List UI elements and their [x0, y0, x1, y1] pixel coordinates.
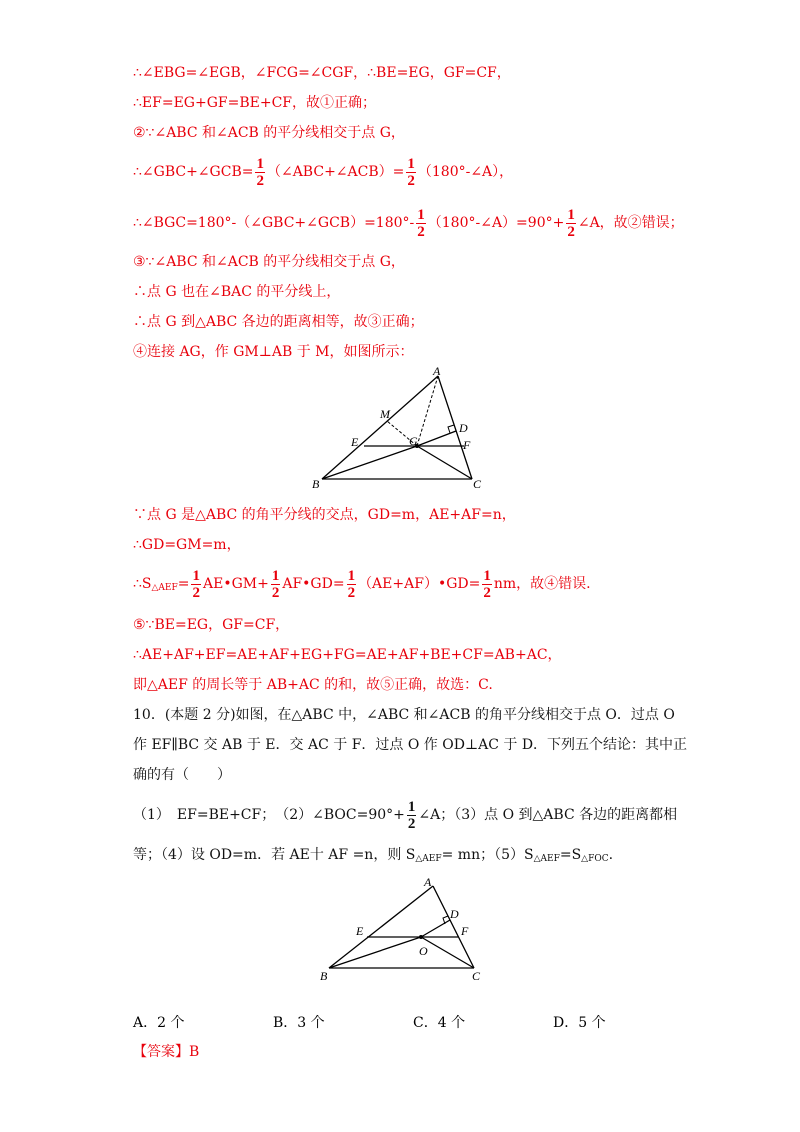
text: ∠A；（3）点 O 到△ABC 各边的距离都相	[418, 807, 678, 823]
solution-line-9: ④连接 AG，作 GM⊥AB 于 M，如图所示：	[133, 344, 414, 360]
fraction-half	[347, 568, 357, 601]
subscript: △AEF	[533, 854, 560, 864]
denominator: 2	[417, 223, 425, 240]
question-line-2: 作 EF∥BC 交 AB 于 E．交 AC 于 F．过点 O 作 OD⊥AC 于 D．下列五个结论：其中正	[133, 737, 688, 753]
question-line-4	[133, 798, 677, 832]
subscript: △FOC	[581, 854, 609, 864]
segment-BO	[329, 937, 421, 968]
question-line-1: 10．(本题 2 分)如图，在△ABC 中，∠ABC 和∠ACB 的角平分线相交于点 O．过点 O	[133, 707, 675, 723]
numerator: 1	[407, 155, 415, 172]
answer-label: 【答案】B	[133, 1044, 200, 1060]
label-C: C	[473, 477, 482, 491]
option-a[interactable]: A．2 个	[133, 1015, 185, 1031]
numerator: 1	[347, 567, 356, 584]
text: AE•GM+	[202, 576, 269, 592]
label-A: A	[433, 364, 441, 378]
solution-line-10: ∵点 G 是△ABC 的角平分线的交点，GD=m，AE+AF=n，	[133, 507, 516, 523]
solution-line-14: ∴AE+AF+EF=AE+AF+EG+FG=AE+AF+BE+CF=AB+AC，	[133, 647, 562, 663]
segment-AB	[329, 886, 433, 968]
segment-GD	[417, 431, 456, 446]
label-F: F	[463, 438, 471, 452]
question-line-3: 确的有（ ）	[133, 767, 231, 783]
numerator: 1	[256, 155, 264, 172]
label-D: D	[459, 421, 468, 435]
solution-line-8: ∴点 G 到△ABC 各边的距离相等，故③正确；	[133, 314, 424, 330]
text: （AE+AF）•GD=	[358, 576, 481, 592]
denominator: 2	[347, 584, 356, 601]
segment-OD	[421, 920, 450, 937]
option-b[interactable]: B．3 个	[273, 1015, 325, 1031]
denominator: 2	[483, 584, 491, 601]
denominator: 2	[271, 584, 280, 601]
text: =	[177, 576, 190, 592]
segment-BG	[322, 446, 417, 479]
numerator: 1	[483, 567, 491, 584]
segment-AB	[322, 376, 438, 479]
label-A: A	[424, 875, 432, 889]
subscript: △AEF	[151, 583, 178, 593]
solution-line-13: ⑤∵BE=EG，GF=CF，	[133, 617, 290, 633]
solution-line-11: ∴GD=GM=m，	[133, 537, 241, 553]
text: .	[608, 847, 614, 863]
fraction-half	[406, 156, 416, 189]
text: AF•GD=	[282, 576, 345, 592]
solution-line-6: ③∵∠ABC 和∠ACB 的平分线相交于点 G，	[133, 254, 405, 270]
geometry-figure-1	[300, 362, 500, 494]
fraction-half	[482, 568, 492, 601]
numerator: 1	[271, 567, 280, 584]
label-D: D	[450, 907, 459, 921]
numerator: 1	[407, 798, 416, 815]
denominator: 2	[567, 223, 575, 240]
text: ∴∠GBC+∠GCB=	[133, 164, 254, 180]
numerator: 1	[192, 567, 200, 584]
solution-line-15: 即△AEF 的周长等于 AB+AC 的和，故⑤正确，故选：C.	[133, 677, 493, 693]
solution-line-4	[133, 155, 513, 189]
label-B: B	[320, 969, 328, 983]
subscript: △AEF	[415, 854, 442, 864]
text: ∠A，故②错误；	[577, 215, 684, 231]
question-line-5	[133, 845, 613, 869]
label-F: F	[461, 924, 469, 938]
fraction-half	[416, 207, 426, 240]
label-E: E	[351, 435, 359, 449]
fraction-half	[566, 207, 576, 240]
denominator: 2	[192, 584, 200, 601]
solution-line-12	[133, 567, 591, 605]
solution-line-2: ∴EF=EG+GF=BE+CF，故①正确；	[133, 95, 376, 111]
geometry-figure-2	[310, 872, 490, 987]
point-O	[419, 935, 423, 939]
text: =S	[559, 847, 582, 863]
label-M: M	[380, 407, 390, 421]
numerator: 1	[567, 206, 575, 223]
denominator: 2	[256, 172, 264, 189]
text: ∴∠BGC=180°-（∠GBC+∠GCB）=180°-	[133, 215, 415, 231]
option-c[interactable]: C．4 个	[413, 1015, 466, 1031]
fraction-half	[191, 568, 201, 601]
label-O: O	[419, 944, 428, 958]
option-d[interactable]: D．5 个	[553, 1015, 606, 1031]
solution-line-7: ∴点 G 也在∠BAC 的平分线上，	[133, 284, 341, 300]
fraction-half	[271, 568, 281, 601]
label-E: E	[356, 924, 364, 938]
segment-AG-dashed	[417, 376, 438, 446]
solution-line-3: ②∵∠ABC 和∠ACB 的平分线相交于点 G，	[133, 125, 405, 141]
text: （180°-∠A）=90°+	[427, 215, 565, 231]
denominator: 2	[407, 172, 415, 189]
text: （1） EF=BE+CF； （2）∠BOC=90°+	[133, 807, 405, 823]
denominator: 2	[407, 815, 416, 832]
text: （∠ABC+∠ACB）=	[266, 164, 405, 180]
text: nm，故④错误.	[493, 576, 591, 592]
text: = mn；（5）S	[441, 847, 534, 863]
label-C: C	[472, 969, 481, 983]
fraction-half	[407, 799, 417, 832]
solution-line-1: ∴∠EBG=∠EGB，∠FCG=∠CGF，∴BE=EG，GF=CF，	[133, 65, 511, 81]
solution-line-5	[133, 206, 684, 240]
text: ∴S	[133, 576, 152, 592]
text: （180°-∠A），	[417, 164, 514, 180]
label-G: G	[409, 434, 418, 448]
label-B: B	[312, 477, 320, 491]
numerator: 1	[417, 206, 425, 223]
text: 等；（4）设 OD=m．若 AE十 AF =n，则 S	[133, 847, 416, 863]
fraction-half	[255, 156, 265, 189]
